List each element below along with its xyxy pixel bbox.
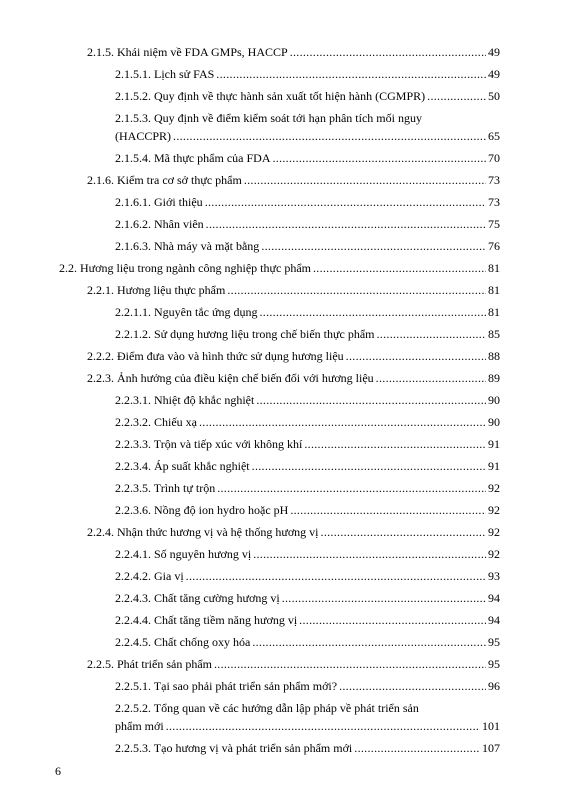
toc-entry-page: 93 [488,569,500,583]
toc-leader-dots [346,346,486,366]
toc-entry[interactable] [0,738,567,758]
toc-entry-label: 2.1.5. Khái niệm về FDA GMPs, HACCP [87,45,288,59]
toc-entry-label: 2.2.1.2. Sử dụng hương liệu trong chế biến thực phẩm [115,327,375,341]
toc-leader-dots [252,632,486,652]
toc-entry-page: 96 [488,679,500,693]
toc-entry-label: 2.2.3.3. Trộn và tiếp xúc với không khí [115,437,303,451]
toc-entry[interactable] [0,280,567,300]
toc-entry[interactable] [0,302,567,322]
toc-entry-label: 2.2.5. Phát triển sản phẩm [87,657,212,671]
toc-entry-page: 90 [488,415,500,429]
toc-leader-dots [259,302,486,322]
toc-leader-dots [216,64,486,84]
toc-leader-dots [290,500,486,520]
toc-entry[interactable] [0,610,567,630]
toc-leader-dots [166,716,480,736]
toc-entry-label: 2.2.3.2. Chiếu xạ [115,415,197,429]
toc-entry[interactable] [0,544,567,564]
toc-entry-label: 2.2.1. Hương liệu thực phẩm [87,283,226,297]
toc-entry-label: 2.2.3.4. Áp suất khắc nghiệt [115,459,250,473]
toc-leader-dots [282,588,486,608]
toc-entry-page: 94 [488,613,500,627]
toc-entry-page: 101 [482,719,500,733]
toc-entry-label-cont: phẩm mới [115,719,164,733]
toc-entry-page: 92 [488,525,500,539]
toc-entry-label: 2.2.4.1. Số nguyên hương vị [115,547,252,561]
toc-entry-label: 2.1.6. Kiểm tra cơ sở thực phẩm [87,173,242,187]
toc-leader-dots [354,738,480,758]
toc-entry-page: 89 [488,371,500,385]
toc-leader-dots [253,544,486,564]
toc-entry-label: 2.2.4. Nhận thức hương vị và hệ thống hương vị [87,525,319,539]
page-number: 6 [55,764,61,778]
toc-entry-label: 2.1.5.2. Quy định về thực hành sản xuất tốt hiện hành (CGMPR) [115,89,426,103]
toc-leader-dots [339,676,486,696]
toc-entry[interactable] [0,236,567,256]
toc-entry-label: 2.2. Hương liệu trong ngành công nghiệp thực phẩm [59,261,311,275]
toc-entry-label: 2.2.4.3. Chất tăng cường hương vị [115,591,280,605]
toc-entry[interactable] [0,412,567,432]
toc-entry-label: 2.1.5.4. Mã thực phẩm của FDA [115,151,271,165]
toc-leader-dots [206,214,486,234]
toc-entry[interactable] [0,522,567,542]
toc-entry[interactable] [0,698,567,738]
toc-leader-dots [304,434,486,454]
toc-leader-dots [252,456,486,476]
toc-entry-label: 2.2.1.1. Nguyên tắc ứng dụng [115,305,258,319]
toc-entry-label: 2.2.3.5. Trình tự trộn [115,481,216,495]
toc-entry-label: 2.1.6.3. Nhà máy và mặt bằng [115,239,260,253]
toc-entry-label: 2.2.5.3. Tạo hương vị và phát triển sản phẩm mới [115,741,353,755]
toc-entry-page: 65 [488,129,500,143]
toc-entry-page: 73 [488,195,500,209]
toc-leader-dots [261,236,486,256]
toc-entry-label: 2.2.4.2. Gia vị [115,569,184,583]
toc-entry[interactable] [0,478,567,498]
toc-entry[interactable] [0,42,567,62]
toc-entry[interactable] [0,148,567,168]
toc-entry-page: 70 [488,151,500,165]
toc-entry-page: 49 [488,45,500,59]
toc-leader-dots [376,368,486,388]
toc-entry-label: 2.2.3.1. Nhiệt độ khắc nghiệt [115,393,255,407]
toc-leader-dots [227,280,486,300]
toc-entry[interactable] [0,632,567,652]
toc-entry-label: 2.2.3.6. Nồng độ ion hydro hoặc pH [115,503,289,517]
toc-entry[interactable] [0,368,567,388]
toc-entry-page: 107 [482,741,500,755]
toc-leader-dots [214,654,486,674]
toc-entry-label: 2.1.5.1. Lịch sử FAS [115,67,215,81]
toc-leader-dots [299,610,486,630]
toc-entry-page: 88 [488,349,500,363]
toc-entry[interactable] [0,390,567,410]
toc-entry-page: 91 [488,459,500,473]
toc-entry-page: 49 [488,67,500,81]
toc-entry-page: 81 [488,261,500,275]
toc-entry[interactable] [0,566,567,586]
toc-leader-dots [199,412,486,432]
toc-leader-dots [173,126,486,146]
toc-entry-label: 2.2.2. Điểm đưa vào và hình thức sử dụng hương liệu [87,349,344,363]
toc-entry-page: 95 [488,657,500,671]
toc-entry[interactable] [0,346,567,366]
toc-entry[interactable] [0,434,567,454]
toc-leader-dots [313,258,486,278]
toc-entry-label: 2.2.5.1. Tại sao phải phát triển sản phẩm mới? [115,679,338,693]
toc-entry[interactable] [0,258,567,278]
toc-entry-label: 2.1.6.2. Nhân viên [115,217,204,231]
toc-entry[interactable] [0,86,567,106]
toc-entry-page: 85 [488,327,500,341]
toc-leader-dots [186,566,486,586]
toc-entry-label: 2.1.6.1. Giới thiệu [115,195,203,209]
toc-entry-page: 50 [488,89,500,103]
toc-entry-page: 94 [488,591,500,605]
toc-entry-page: 81 [488,305,500,319]
toc-entry-label: 2.1.5.3. Quy định về điểm kiểm soát tới hạn phân tích mối nguy [115,111,422,125]
toc-leader-dots [217,478,486,498]
toc-entry[interactable] [0,588,567,608]
toc-entry-page: 95 [488,635,500,649]
toc-entry-label-cont: (HACCPR) [115,129,172,143]
toc-entry[interactable] [0,108,567,148]
toc-entry-page: 90 [488,393,500,407]
toc-leader-dots [205,192,486,212]
toc-entry-label: 2.2.4.5. Chất chống oxy hóa [115,635,251,649]
toc-entry-label: 2.2.4.4. Chất tăng tiềm năng hương vị [115,613,298,627]
toc-entry-page: 92 [488,481,500,495]
toc-entry[interactable] [0,456,567,476]
toc-leader-dots [272,148,486,168]
toc-entry-page: 92 [488,547,500,561]
toc-entry[interactable] [0,654,567,674]
toc-entry[interactable] [0,214,567,234]
toc-entry-page: 73 [488,173,500,187]
toc-entry[interactable] [0,324,567,344]
toc-entry-page: 75 [488,217,500,231]
toc-leader-dots [290,42,486,62]
toc-entry-page: 81 [488,283,500,297]
toc-leader-dots [256,390,486,410]
toc-entry[interactable] [0,676,567,696]
toc-leader-dots [377,324,487,344]
toc-leader-dots [427,86,486,106]
toc-entry[interactable] [0,64,567,84]
toc-entry-page: 76 [488,239,500,253]
toc-entry-label: 2.2.5.2. Tổng quan về các hướng dẫn lập pháp về phát triển sản [115,701,419,715]
toc-leader-dots [244,170,486,190]
toc-entry-page: 92 [488,503,500,517]
toc-entry[interactable] [0,500,567,520]
toc-entry-label: 2.2.3. Ảnh hưởng của điều kiện chế biến đối với hương liệu [87,371,374,385]
toc-entry-page: 91 [488,437,500,451]
toc-entry[interactable] [0,170,567,190]
toc-leader-dots [321,522,486,542]
toc-entry[interactable] [0,192,567,212]
